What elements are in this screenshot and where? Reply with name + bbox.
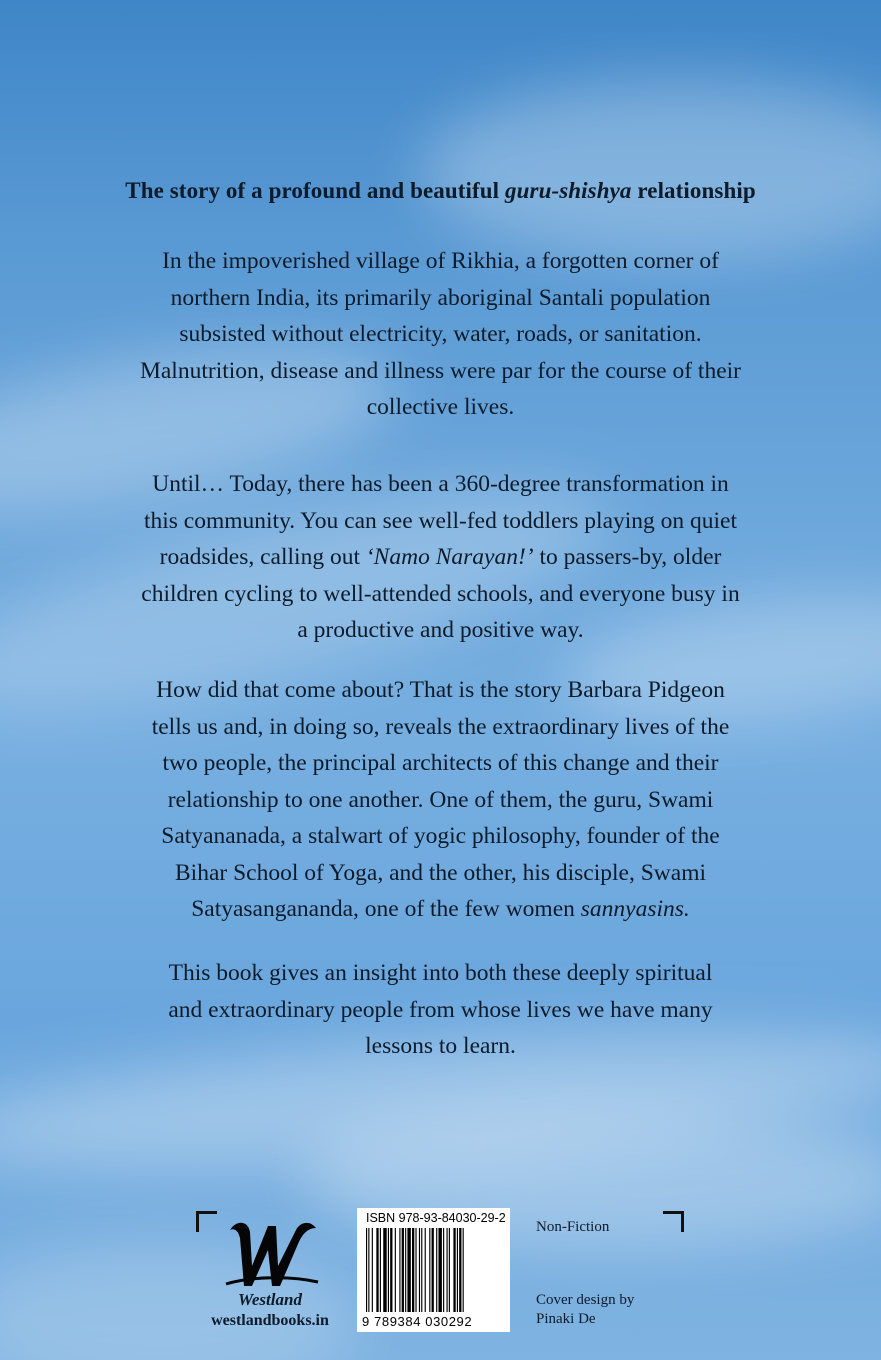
publisher-name: Westland — [238, 1290, 302, 1309]
cover-credit-line: Cover design by — [536, 1292, 635, 1308]
blurb-text: to passers-by, older — [533, 544, 722, 570]
blurb-line: northern India, its primarily aboriginal Santali population — [170, 284, 711, 311]
barcode-bar — [407, 1228, 410, 1312]
blurb-line: Until… Today, there has been a 360-degree transformation in — [152, 471, 729, 497]
barcode-bar — [366, 1228, 367, 1312]
blurb-paragraph-2 — [110, 466, 771, 649]
blurb-line: In the impoverished village of Rikhia, a forgotten corner of — [162, 248, 719, 274]
blurb-line: relationship to one another. One of them, the guru, Swami — [167, 786, 714, 813]
barcode-bar — [372, 1228, 373, 1312]
tagline-start: The story of a profound and beautiful — [125, 178, 506, 203]
barcode-digits: 9 789384 030292 — [362, 1314, 473, 1329]
barcode-bar — [447, 1228, 448, 1312]
corner-bracket-right — [663, 1211, 684, 1232]
barcode-bar — [425, 1228, 426, 1312]
blurb-line: this community. You can see well-fed toddlers playing on quiet — [143, 507, 738, 534]
tagline-end: relationship — [631, 178, 756, 203]
barcode-bar — [368, 1228, 369, 1312]
genre-label: Non-Fiction — [536, 1219, 610, 1235]
barcode-bar — [453, 1228, 455, 1312]
blurb-italic-quote: ‘Namo Narayan!’ — [365, 544, 534, 570]
barcode-bar — [412, 1228, 414, 1312]
isbn-barcode — [357, 1208, 510, 1332]
blurb-line: two people, the principal architects of this change and their — [162, 750, 719, 776]
barcode-bar — [415, 1228, 416, 1312]
blurb-text: roadsides, calling out — [159, 544, 366, 570]
cover-credit — [536, 1291, 634, 1329]
barcode-bar — [429, 1228, 430, 1312]
barcode-bar — [436, 1228, 437, 1312]
barcode-bar — [463, 1228, 464, 1312]
isbn-label: ISBN 978-93-84030-29-2 — [366, 1211, 506, 1225]
blurb-line: How did that come about? That is the story Barbara Pidgeon — [156, 677, 725, 703]
westland-w-logo-icon — [222, 1216, 322, 1292]
blurb-paragraph-4 — [110, 955, 771, 1065]
barcode-bar — [457, 1228, 458, 1312]
blurb-line: and extraordinary people from whose lives we have many — [168, 996, 713, 1023]
blurb-line — [110, 539, 771, 576]
cover-credit-name: Pinaki De — [536, 1311, 596, 1327]
barcode-bar — [405, 1228, 406, 1312]
blurb-line — [110, 891, 771, 928]
blurb-line: subsisted without electricity, water, roads, or sanitation. — [179, 321, 702, 347]
blurb-italic-term: sannyasins. — [580, 896, 690, 922]
blurb-line: tells us and, in doing so, reveals the extraordinary lives of the — [151, 713, 730, 740]
barcode-bar — [438, 1228, 441, 1312]
barcode-bar — [395, 1228, 396, 1312]
barcode-bar — [376, 1228, 378, 1312]
blurb-line: collective lives. — [366, 394, 515, 420]
corner-bracket-left — [196, 1211, 217, 1232]
barcode-bar — [402, 1228, 404, 1312]
barcode-bar — [449, 1228, 450, 1312]
barcode-bars — [366, 1228, 501, 1312]
sky-cloud — [420, 80, 881, 260]
blurb-line: Bihar School of Yoga, and the other, his disciple, Swami — [174, 859, 707, 886]
barcode-bar — [432, 1228, 434, 1312]
blurb-paragraph-3 — [110, 672, 771, 928]
blurb-line: Satyananada, a stalwart of yogic philosophy, founder of the — [161, 823, 720, 849]
barcode-bar — [421, 1228, 422, 1312]
barcode-bar — [380, 1228, 381, 1312]
barcode-bar — [419, 1228, 420, 1312]
barcode-bar — [388, 1228, 389, 1312]
barcode-bar — [443, 1228, 444, 1312]
barcode-bar — [390, 1228, 392, 1312]
blurb-line: This book gives an insight into both these deeply spiritual — [168, 960, 713, 986]
barcode-bar — [399, 1228, 400, 1312]
blurb-paragraph-1 — [110, 243, 771, 426]
blurb-line: children cycling to well-attended schools, and everyone busy in — [141, 580, 740, 607]
barcode-bar — [459, 1228, 461, 1312]
barcode-bar — [383, 1228, 386, 1312]
tagline — [0, 178, 881, 204]
blurb-line: lessons to learn. — [365, 1033, 516, 1059]
blurb-line: Malnutrition, disease and illness were par for the course of their — [139, 357, 742, 384]
blurb-line: a productive and positive way. — [297, 617, 584, 643]
tagline-italic-term: guru-shishya — [505, 178, 632, 203]
blurb-text: Satyasangananda, one of the few women — [191, 896, 581, 922]
publisher-website: westlandbooks.in — [211, 1312, 329, 1329]
